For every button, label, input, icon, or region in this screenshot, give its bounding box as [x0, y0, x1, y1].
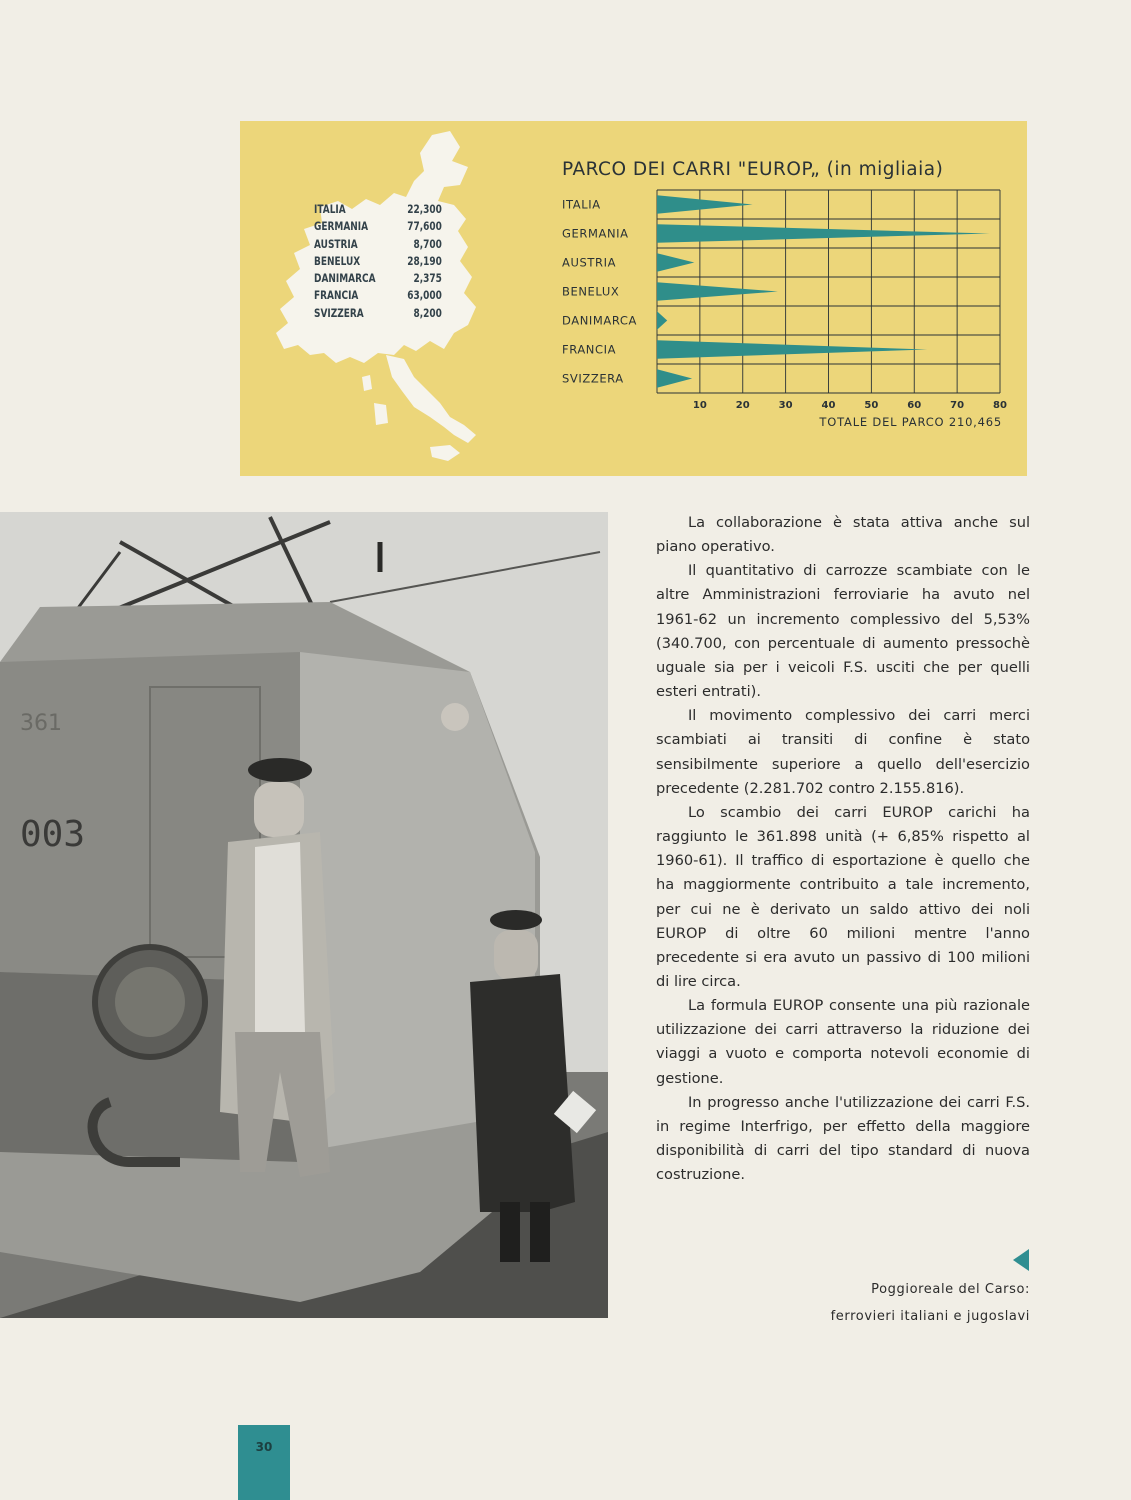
- chart-tick-label: 40: [821, 400, 836, 411]
- caption-line: Poggioreale del Carso:: [871, 1282, 1030, 1297]
- chart-bar: [657, 340, 927, 359]
- chart-category-label: AUSTRIA: [562, 255, 617, 270]
- chart-tick-label: 30: [778, 400, 793, 411]
- caption-line: ferrovieri italiani e jugoslavi: [830, 1309, 1030, 1324]
- page-number: 30: [255, 1440, 273, 1454]
- chart-tick-label: 20: [735, 400, 750, 411]
- chart-bar: [657, 195, 753, 214]
- cab-number: 361: [20, 711, 62, 736]
- chart-bar: [657, 253, 694, 272]
- bar-chart: [240, 121, 1027, 476]
- chart-tick-label: 60: [907, 400, 922, 411]
- body-paragraph: In progresso anche l'utilizzazione dei carri F.S. in regime Interfrigo, per effetto della maggiore disponibilità di carri del tipo standard di nuova costruzione.: [656, 1093, 1030, 1184]
- chart-footer-total: TOTALE DEL PARCO 210,465: [819, 415, 1002, 429]
- body-paragraph: La formula EUROP consente una più razionale utilizzazione dei carri attraverso la riduzione dei viaggi a vuoto e comporta notevoli economie di gestione.: [656, 997, 1030, 1087]
- photo-caption: [831, 1276, 1030, 1330]
- page-number-box: [238, 1425, 290, 1500]
- body-paragraph: Il quantitativo di carrozze scambiate con le altre Amministrazioni ferroviarie ha avuto nel 1961-62 un incremento complessivo del 5,53% (340.700, con percentuale di aumento pressochè uguale sia per i veicoli F.S. usciti che per quelli esteri entrati).: [656, 562, 1030, 701]
- body-paragraph: La collaborazione è stata attiva anche sul piano operativo.: [656, 514, 1030, 556]
- photo-locomotive: [0, 512, 608, 1318]
- chart-tick-label: 70: [950, 400, 965, 411]
- chart-category-label: ITALIA: [562, 197, 601, 212]
- caption-pointer-icon: [1013, 1249, 1029, 1271]
- chart-bar: [657, 311, 667, 330]
- body-text: [656, 511, 1030, 1187]
- chart-title: PARCO DEI CARRI "EUROP„ (in migliaia): [562, 159, 944, 180]
- body-paragraph: Il movimento complessivo dei carri merci scambiati ai transiti di confine è stato sensibilmente superiore a quello dell'esercizio precedente (2.281.702 contro 2.155.816).: [656, 707, 1030, 797]
- chart-bar: [657, 282, 778, 301]
- map-table-row: SVIZZERA 8,200: [314, 305, 442, 320]
- map-table-row: DANIMARCA 2,375: [314, 271, 442, 286]
- map-table-row: BENELUX 28,190: [314, 253, 442, 268]
- map-table-row: GERMANIA 77,600: [314, 219, 442, 234]
- map-table-row: ITALIA 22,300: [314, 202, 442, 216]
- map-table-row: FRANCIA 63,000: [314, 288, 442, 303]
- chart-tick-label: 80: [993, 400, 1007, 411]
- chart-bar: [657, 369, 692, 388]
- photo-illustration: [0, 512, 608, 1318]
- map-table-row: AUSTRIA 8,700: [314, 236, 442, 251]
- chart-tick-label: 10: [692, 400, 707, 411]
- chart-category-label: DANIMARCA: [562, 313, 638, 328]
- chart-tick-label: 50: [864, 400, 879, 411]
- chart-category-label: BENELUX: [562, 284, 620, 299]
- chart-category-label: FRANCIA: [562, 342, 617, 357]
- chart-category-label: GERMANIA: [562, 226, 629, 241]
- chart-bar: [657, 224, 990, 243]
- chart-category-label: SVIZZERA: [562, 371, 624, 386]
- chart-panel: [240, 121, 1027, 476]
- body-paragraph: Lo scambio dei carri EUROP carichi ha raggiunto le 361.898 unità (+ 6,85% rispetto al 1960-61). Il traffico di esportazione è quello che ha maggiormente contribuito a tale incremento, per cui ne è derivato un saldo attivo dei noli EUROP di oltre 60 milioni mentre l'anno precedente si era avuto un passivo di 100 milioni di lire circa.: [656, 803, 1030, 990]
- locomotive-number: 003: [20, 814, 86, 855]
